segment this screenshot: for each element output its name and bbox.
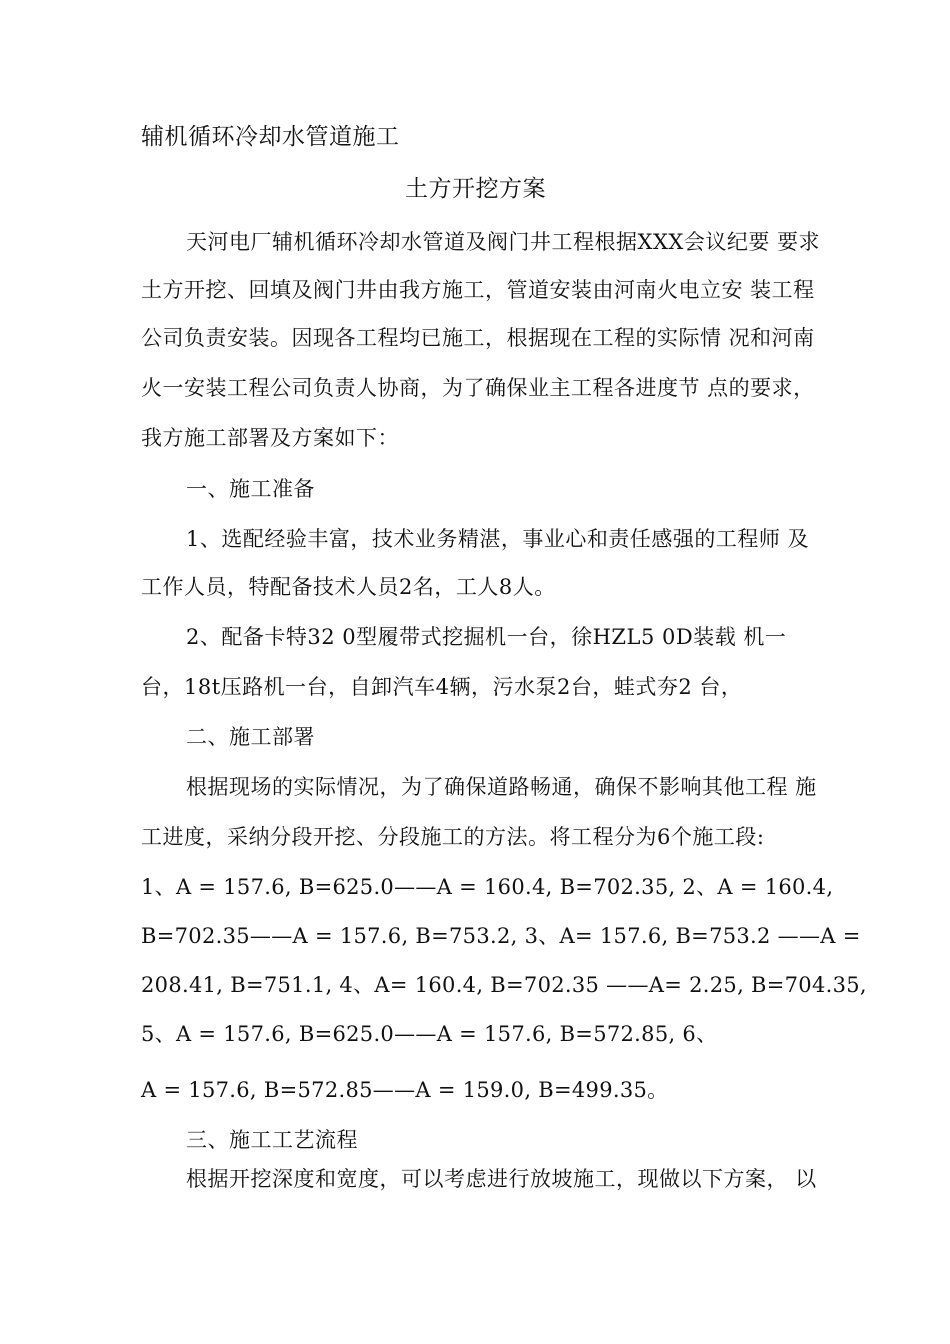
paragraph-line: 天河电厂辅机循环冷却水管道及阀门井工程根据XXX会议纪要 要求	[186, 230, 821, 254]
paragraph-line: 工进度，采纳分段开挖、分段施工的方法。将工程分为6个施工段:	[141, 825, 765, 849]
document-title: 辅机循环冷却水管道施工	[141, 124, 400, 150]
paragraph-line: 2、配备卡特32 0型履带式挖掘机一台，徐HZL5 0D装载 机一	[186, 625, 787, 649]
paragraph-line: 1、A = 157.6, B=625.0——A = 160.4, B=702.35, 2、A = 160.4,	[141, 875, 834, 899]
section-heading: 一、施工准备	[186, 477, 315, 501]
section-heading: 三、施工工艺流程	[186, 1128, 358, 1152]
paragraph-line: 土方开挖、回填及阀门井由我方施工，管道安装由河南火电立安 装工程	[141, 278, 815, 302]
paragraph-line: 我方施工部署及方案如下：	[141, 426, 399, 450]
paragraph-line: 根据开挖深度和宽度，可以考虑进行放坡施工，现做以下方案， 以	[186, 1167, 817, 1191]
paragraph-line: B=702.35——A = 157.6, B=753.2, 3、A= 157.6, B=753.2 ——A =	[141, 924, 861, 948]
paragraph-line: 公司负责安装。因现各工程均已施工，根据现在工程的实际情 况和河南	[141, 326, 815, 350]
paragraph-line: 工作人员，特配备技术人员2名，工人8人。	[141, 575, 556, 599]
paragraph-line: 火一安装工程公司负责人协商，为了确保业主工程各进度节 点的要求，	[141, 376, 815, 400]
document-subtitle: 土方开挖方案	[405, 176, 546, 202]
paragraph-line: 1、选配经验丰富，技术业务精湛，事业心和责任感强的工程师 及	[186, 527, 810, 551]
paragraph-line: 5、A = 157.6, B=625.0——A = 157.6, B=572.85, 6、	[141, 1022, 718, 1046]
section-heading: 二、施工部署	[186, 725, 315, 749]
paragraph-line: 208.41, B=751.1, 4、A= 160.4, B=702.35 ——A= 2.25, B=704.35,	[141, 973, 867, 997]
paragraph-line: 根据现场的实际情况，为了确保道路畅通，确保不影响其他工程 施	[186, 775, 817, 799]
paragraph-line: 台，18t压路机一台，自卸汽车4辆，污水泵2台，蛙式夯2 台，	[141, 675, 743, 699]
paragraph-line: A = 157.6, B=572.85——A = 159.0, B=499.35。	[141, 1078, 669, 1102]
